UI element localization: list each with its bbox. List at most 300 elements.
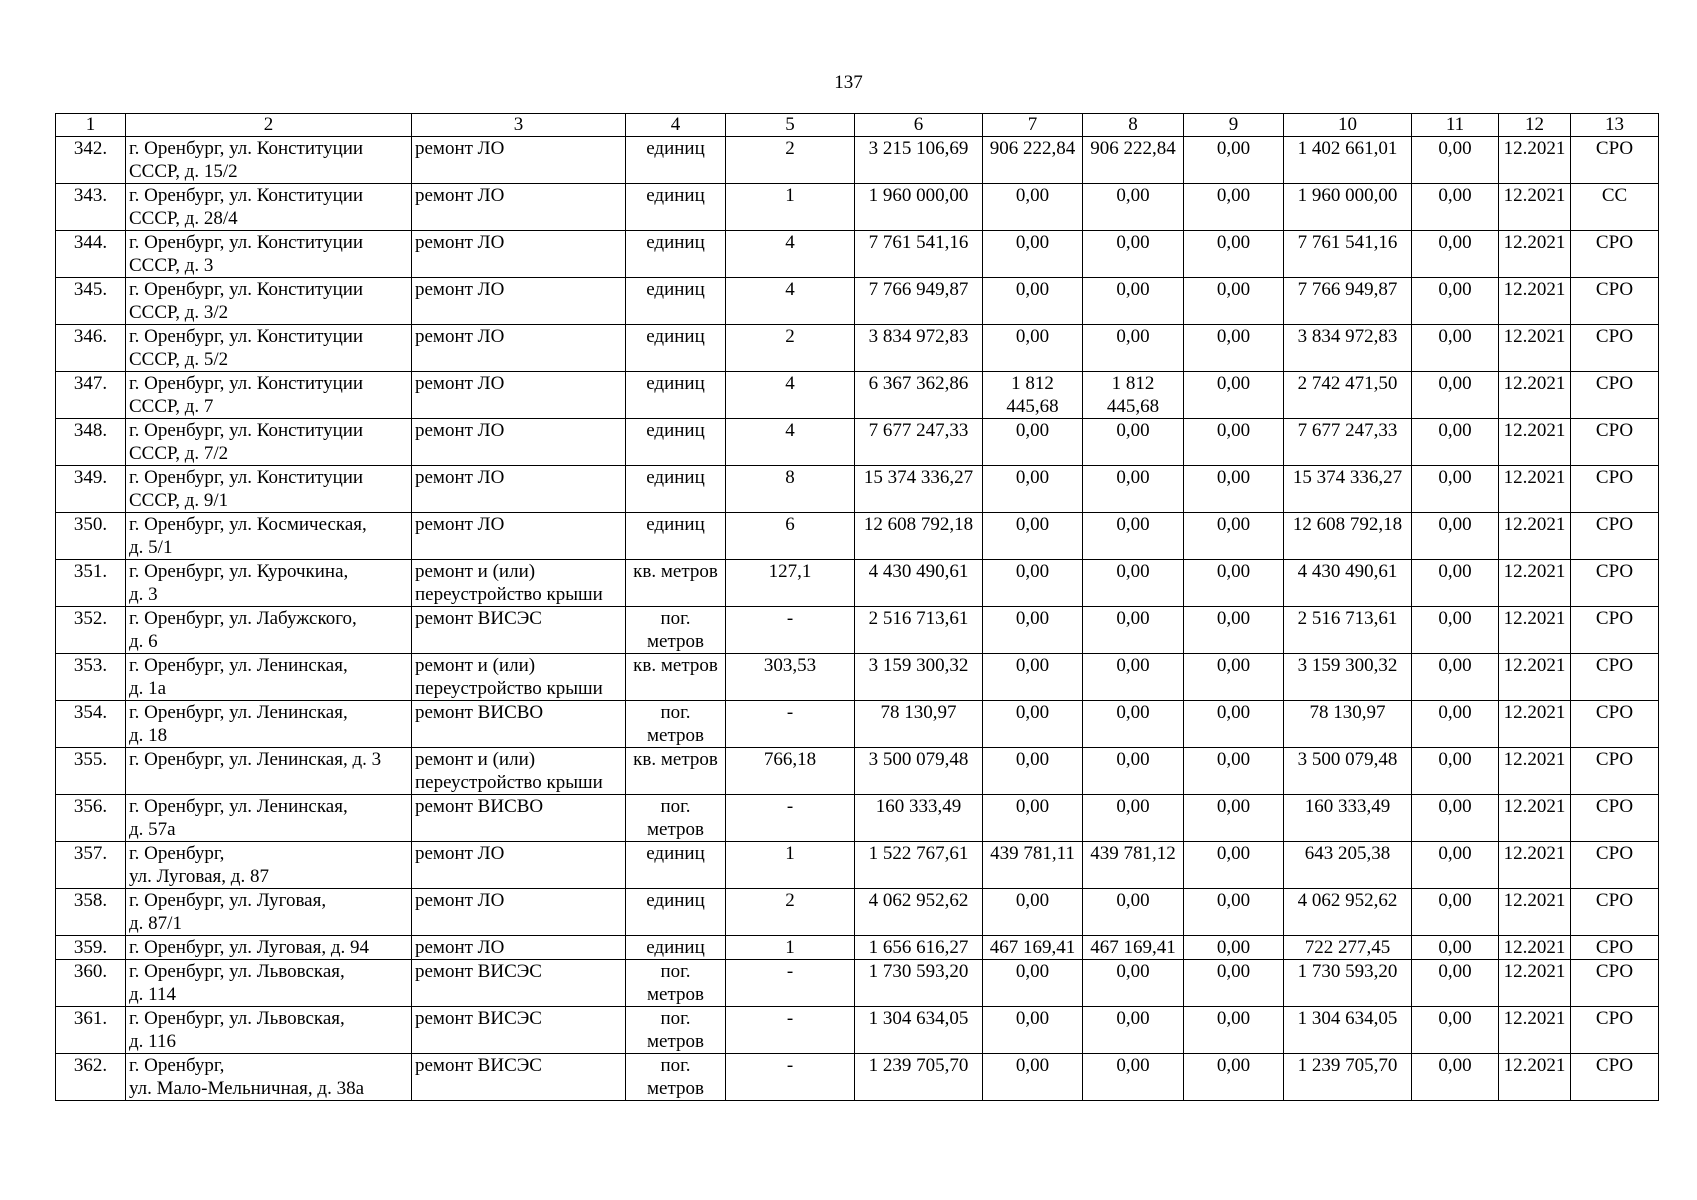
address-cell: г. Оренбург, ул. Ленинская, д. 57а (126, 795, 412, 842)
deadline-cell: 12.2021 (1499, 936, 1571, 960)
column-10-cell: 2 516 713,61 (1284, 607, 1412, 654)
column-9-cell: 0,00 (1184, 419, 1284, 466)
quantity-cell: 4 (726, 419, 855, 466)
column-7-cell: 0,00 (983, 1054, 1083, 1101)
row-number-cell: 351. (56, 560, 126, 607)
deadline-cell: 12.2021 (1499, 419, 1571, 466)
table-row (56, 889, 1659, 936)
row-number-cell: 349. (56, 466, 126, 513)
total-cost-cell: 4 062 952,62 (855, 889, 983, 936)
unit-cell: единиц (626, 842, 726, 889)
address-cell: г. Оренбург, ул. Мало-Мельничная, д. 38а (126, 1054, 412, 1101)
column-8-cell: 0,00 (1083, 325, 1184, 372)
work-type-cell: ремонт ЛО (412, 231, 626, 278)
deadline-cell: 12.2021 (1499, 372, 1571, 419)
total-cost-cell: 1 960 000,00 (855, 184, 983, 231)
column-8-cell: 0,00 (1083, 701, 1184, 748)
deadline-cell: 12.2021 (1499, 748, 1571, 795)
header-cell: 10 (1284, 114, 1412, 137)
column-7-cell: 0,00 (983, 419, 1083, 466)
quantity-cell: 1 (726, 842, 855, 889)
quantity-cell: - (726, 607, 855, 654)
column-7-cell: 0,00 (983, 654, 1083, 701)
header-cell: 6 (855, 114, 983, 137)
column-10-cell: 15 374 336,27 (1284, 466, 1412, 513)
total-cost-cell: 15 374 336,27 (855, 466, 983, 513)
column-9-cell: 0,00 (1184, 701, 1284, 748)
column-7-cell: 0,00 (983, 466, 1083, 513)
column-8-cell: 0,00 (1083, 1054, 1184, 1101)
column-10-cell: 643 205,38 (1284, 842, 1412, 889)
column-11-cell: 0,00 (1412, 1054, 1499, 1101)
column-9-cell: 0,00 (1184, 466, 1284, 513)
work-type-cell: ремонт ЛО (412, 419, 626, 466)
column-9-cell: 0,00 (1184, 842, 1284, 889)
column-11-cell: 0,00 (1412, 231, 1499, 278)
table-row (56, 137, 1659, 184)
row-number-cell: 342. (56, 137, 126, 184)
column-7-cell: 0,00 (983, 1007, 1083, 1054)
quantity-cell: - (726, 701, 855, 748)
column-9-cell: 0,00 (1184, 513, 1284, 560)
column-10-cell: 1 730 593,20 (1284, 960, 1412, 1007)
unit-cell: кв. метров (626, 560, 726, 607)
quantity-cell: 8 (726, 466, 855, 513)
header-cell: 13 (1571, 114, 1659, 137)
column-9-cell: 0,00 (1184, 137, 1284, 184)
unit-cell: пог. метров (626, 1054, 726, 1101)
column-8-cell: 0,00 (1083, 278, 1184, 325)
column-7-cell: 0,00 (983, 278, 1083, 325)
column-7-cell: 0,00 (983, 184, 1083, 231)
address-cell: г. Оренбург, ул. Конституции СССР, д. 7 (126, 372, 412, 419)
column-11-cell: 0,00 (1412, 278, 1499, 325)
work-type-cell: ремонт ВИСЭС (412, 960, 626, 1007)
page-number: 137 (834, 72, 863, 93)
deadline-cell: 12.2021 (1499, 137, 1571, 184)
deadline-cell: 12.2021 (1499, 513, 1571, 560)
quantity-cell: 1 (726, 184, 855, 231)
address-cell: г. Оренбург, ул. Ленинская, д. 3 (126, 748, 412, 795)
row-number-cell: 350. (56, 513, 126, 560)
quantity-cell: 766,18 (726, 748, 855, 795)
column-11-cell: 0,00 (1412, 325, 1499, 372)
column-8-cell: 0,00 (1083, 748, 1184, 795)
header-row (56, 114, 1659, 137)
quantity-cell: 2 (726, 137, 855, 184)
table-row (56, 842, 1659, 889)
total-cost-cell: 3 215 106,69 (855, 137, 983, 184)
method-cell: СРО (1571, 325, 1659, 372)
table-row (56, 325, 1659, 372)
total-cost-cell: 3 159 300,32 (855, 654, 983, 701)
column-11-cell: 0,00 (1412, 1007, 1499, 1054)
row-number-cell: 361. (56, 1007, 126, 1054)
total-cost-cell: 7 677 247,33 (855, 419, 983, 466)
column-8-cell: 906 222,84 (1083, 137, 1184, 184)
quantity-cell: - (726, 1054, 855, 1101)
column-8-cell: 439 781,12 (1083, 842, 1184, 889)
column-8-cell: 0,00 (1083, 795, 1184, 842)
header-cell: 1 (56, 114, 126, 137)
column-11-cell: 0,00 (1412, 137, 1499, 184)
column-8-cell: 0,00 (1083, 560, 1184, 607)
address-cell: г. Оренбург, ул. Львовская, д. 114 (126, 960, 412, 1007)
column-10-cell: 7 761 541,16 (1284, 231, 1412, 278)
deadline-cell: 12.2021 (1499, 1007, 1571, 1054)
table-row (56, 560, 1659, 607)
total-cost-cell: 7 761 541,16 (855, 231, 983, 278)
table-row (56, 654, 1659, 701)
column-8-cell: 0,00 (1083, 889, 1184, 936)
table-row (56, 184, 1659, 231)
method-cell: СС (1571, 184, 1659, 231)
column-11-cell: 0,00 (1412, 889, 1499, 936)
method-cell: СРО (1571, 560, 1659, 607)
method-cell: СРО (1571, 889, 1659, 936)
unit-cell: единиц (626, 889, 726, 936)
column-8-cell: 0,00 (1083, 466, 1184, 513)
method-cell: СРО (1571, 748, 1659, 795)
column-8-cell: 0,00 (1083, 513, 1184, 560)
deadline-cell: 12.2021 (1499, 466, 1571, 513)
total-cost-cell: 7 766 949,87 (855, 278, 983, 325)
table-row (56, 1007, 1659, 1054)
column-7-cell: 0,00 (983, 607, 1083, 654)
column-7-cell: 0,00 (983, 795, 1083, 842)
table-row (56, 748, 1659, 795)
row-number-cell: 360. (56, 960, 126, 1007)
deadline-cell: 12.2021 (1499, 654, 1571, 701)
header-cell: 8 (1083, 114, 1184, 137)
unit-cell: единиц (626, 137, 726, 184)
column-10-cell: 12 608 792,18 (1284, 513, 1412, 560)
work-type-cell: ремонт и (или) переустройство крыши (412, 748, 626, 795)
unit-cell: единиц (626, 466, 726, 513)
column-11-cell: 0,00 (1412, 372, 1499, 419)
method-cell: СРО (1571, 372, 1659, 419)
address-cell: г. Оренбург, ул. Луговая, д. 87 (126, 842, 412, 889)
unit-cell: единиц (626, 325, 726, 372)
column-11-cell: 0,00 (1412, 654, 1499, 701)
column-9-cell: 0,00 (1184, 231, 1284, 278)
column-8-cell: 467 169,41 (1083, 936, 1184, 960)
address-cell: г. Оренбург, ул. Конституции СССР, д. 7/2 (126, 419, 412, 466)
address-cell: г. Оренбург, ул. Ленинская, д. 18 (126, 701, 412, 748)
column-7-cell: 467 169,41 (983, 936, 1083, 960)
column-8-cell: 0,00 (1083, 231, 1184, 278)
column-7-cell: 0,00 (983, 748, 1083, 795)
column-7-cell: 0,00 (983, 231, 1083, 278)
table-row (56, 795, 1659, 842)
total-cost-cell: 2 516 713,61 (855, 607, 983, 654)
column-11-cell: 0,00 (1412, 466, 1499, 513)
total-cost-cell: 160 333,49 (855, 795, 983, 842)
column-8-cell: 0,00 (1083, 607, 1184, 654)
quantity-cell: - (726, 1007, 855, 1054)
deadline-cell: 12.2021 (1499, 231, 1571, 278)
method-cell: СРО (1571, 1007, 1659, 1054)
work-type-cell: ремонт и (или) переустройство крыши (412, 560, 626, 607)
row-number-cell: 354. (56, 701, 126, 748)
quantity-cell: 2 (726, 325, 855, 372)
column-9-cell: 0,00 (1184, 184, 1284, 231)
address-cell: г. Оренбург, ул. Конституции СССР, д. 15/2 (126, 137, 412, 184)
deadline-cell: 12.2021 (1499, 889, 1571, 936)
table-row (56, 419, 1659, 466)
table-row (56, 231, 1659, 278)
table-row (56, 1054, 1659, 1101)
row-number-cell: 345. (56, 278, 126, 325)
method-cell: СРО (1571, 1054, 1659, 1101)
column-9-cell: 0,00 (1184, 889, 1284, 936)
method-cell: СРО (1571, 795, 1659, 842)
column-9-cell: 0,00 (1184, 560, 1284, 607)
work-type-cell: ремонт ЛО (412, 372, 626, 419)
total-cost-cell: 4 430 490,61 (855, 560, 983, 607)
column-10-cell: 4 430 490,61 (1284, 560, 1412, 607)
total-cost-cell: 3 834 972,83 (855, 325, 983, 372)
header-cell: 5 (726, 114, 855, 137)
deadline-cell: 12.2021 (1499, 795, 1571, 842)
column-10-cell: 7 677 247,33 (1284, 419, 1412, 466)
unit-cell: пог. метров (626, 1007, 726, 1054)
total-cost-cell: 12 608 792,18 (855, 513, 983, 560)
unit-cell: пог. метров (626, 960, 726, 1007)
column-11-cell: 0,00 (1412, 513, 1499, 560)
deadline-cell: 12.2021 (1499, 560, 1571, 607)
column-11-cell: 0,00 (1412, 184, 1499, 231)
total-cost-cell: 1 522 767,61 (855, 842, 983, 889)
row-number-cell: 357. (56, 842, 126, 889)
table-row (56, 278, 1659, 325)
column-10-cell: 3 500 079,48 (1284, 748, 1412, 795)
column-9-cell: 0,00 (1184, 960, 1284, 1007)
quantity-cell: 127,1 (726, 560, 855, 607)
column-9-cell: 0,00 (1184, 654, 1284, 701)
row-number-cell: 347. (56, 372, 126, 419)
row-number-cell: 348. (56, 419, 126, 466)
column-8-cell: 0,00 (1083, 654, 1184, 701)
address-cell: г. Оренбург, ул. Конституции СССР, д. 28/4 (126, 184, 412, 231)
deadline-cell: 12.2021 (1499, 842, 1571, 889)
column-9-cell: 0,00 (1184, 278, 1284, 325)
unit-cell: кв. метров (626, 748, 726, 795)
method-cell: СРО (1571, 654, 1659, 701)
unit-cell: пог. метров (626, 795, 726, 842)
unit-cell: единиц (626, 513, 726, 560)
address-cell: г. Оренбург, ул. Конституции СССР, д. 5/2 (126, 325, 412, 372)
column-9-cell: 0,00 (1184, 607, 1284, 654)
work-type-cell: ремонт ВИСЭС (412, 1007, 626, 1054)
column-9-cell: 0,00 (1184, 748, 1284, 795)
column-10-cell: 1 304 634,05 (1284, 1007, 1412, 1054)
column-9-cell: 0,00 (1184, 325, 1284, 372)
quantity-cell: 303,53 (726, 654, 855, 701)
column-11-cell: 0,00 (1412, 607, 1499, 654)
table-row (56, 936, 1659, 960)
column-10-cell: 3 159 300,32 (1284, 654, 1412, 701)
work-type-cell: ремонт ЛО (412, 466, 626, 513)
row-number-cell: 344. (56, 231, 126, 278)
table-row (56, 701, 1659, 748)
column-10-cell: 160 333,49 (1284, 795, 1412, 842)
method-cell: СРО (1571, 419, 1659, 466)
row-number-cell: 346. (56, 325, 126, 372)
total-cost-cell: 1 304 634,05 (855, 1007, 983, 1054)
column-10-cell: 2 742 471,50 (1284, 372, 1412, 419)
unit-cell: единиц (626, 419, 726, 466)
row-number-cell: 356. (56, 795, 126, 842)
header-cell: 2 (126, 114, 412, 137)
quantity-cell: - (726, 960, 855, 1007)
column-9-cell: 0,00 (1184, 1007, 1284, 1054)
work-type-cell: ремонт ЛО (412, 936, 626, 960)
work-type-cell: ремонт ЛО (412, 137, 626, 184)
quantity-cell: 4 (726, 231, 855, 278)
address-cell: г. Оренбург, ул. Конституции СССР, д. 3 (126, 231, 412, 278)
unit-cell: единиц (626, 372, 726, 419)
header-cell: 7 (983, 114, 1083, 137)
column-7-cell: 439 781,11 (983, 842, 1083, 889)
column-9-cell: 0,00 (1184, 372, 1284, 419)
column-9-cell: 0,00 (1184, 1054, 1284, 1101)
quantity-cell: 6 (726, 513, 855, 560)
total-cost-cell: 1 730 593,20 (855, 960, 983, 1007)
header-cell: 12 (1499, 114, 1571, 137)
work-type-cell: ремонт и (или) переустройство крыши (412, 654, 626, 701)
total-cost-cell: 1 239 705,70 (855, 1054, 983, 1101)
column-9-cell: 0,00 (1184, 936, 1284, 960)
column-10-cell: 7 766 949,87 (1284, 278, 1412, 325)
column-11-cell: 0,00 (1412, 842, 1499, 889)
address-cell: г. Оренбург, ул. Конституции СССР, д. 3/2 (126, 278, 412, 325)
column-7-cell: 906 222,84 (983, 137, 1083, 184)
unit-cell: пог. метров (626, 701, 726, 748)
work-type-cell: ремонт ЛО (412, 278, 626, 325)
method-cell: СРО (1571, 513, 1659, 560)
method-cell: СРО (1571, 137, 1659, 184)
address-cell: г. Оренбург, ул. Космическая, д. 5/1 (126, 513, 412, 560)
unit-cell: единиц (626, 231, 726, 278)
total-cost-cell: 6 367 362,86 (855, 372, 983, 419)
column-11-cell: 0,00 (1412, 419, 1499, 466)
deadline-cell: 12.2021 (1499, 325, 1571, 372)
header-cell: 4 (626, 114, 726, 137)
column-10-cell: 722 277,45 (1284, 936, 1412, 960)
row-number-cell: 355. (56, 748, 126, 795)
deadline-cell: 12.2021 (1499, 607, 1571, 654)
deadline-cell: 12.2021 (1499, 184, 1571, 231)
deadline-cell: 12.2021 (1499, 278, 1571, 325)
work-type-cell: ремонт ЛО (412, 325, 626, 372)
column-11-cell: 0,00 (1412, 795, 1499, 842)
column-8-cell: 0,00 (1083, 960, 1184, 1007)
table-row (56, 466, 1659, 513)
column-7-cell: 0,00 (983, 701, 1083, 748)
table-row (56, 513, 1659, 560)
work-type-cell: ремонт ЛО (412, 842, 626, 889)
quantity-cell: 4 (726, 372, 855, 419)
method-cell: СРО (1571, 701, 1659, 748)
work-type-cell: ремонт ЛО (412, 184, 626, 231)
quantity-cell: - (726, 795, 855, 842)
column-7-cell: 0,00 (983, 960, 1083, 1007)
column-9-cell: 0,00 (1184, 795, 1284, 842)
address-cell: г. Оренбург, ул. Ленинская, д. 1а (126, 654, 412, 701)
deadline-cell: 12.2021 (1499, 960, 1571, 1007)
total-cost-cell: 1 656 616,27 (855, 936, 983, 960)
column-10-cell: 1 402 661,01 (1284, 137, 1412, 184)
column-11-cell: 0,00 (1412, 560, 1499, 607)
row-number-cell: 359. (56, 936, 126, 960)
method-cell: СРО (1571, 960, 1659, 1007)
address-cell: г. Оренбург, ул. Луговая, д. 87/1 (126, 889, 412, 936)
row-number-cell: 352. (56, 607, 126, 654)
row-number-cell: 358. (56, 889, 126, 936)
work-type-cell: ремонт ЛО (412, 889, 626, 936)
quantity-cell: 1 (726, 936, 855, 960)
column-8-cell: 0,00 (1083, 1007, 1184, 1054)
total-cost-cell: 3 500 079,48 (855, 748, 983, 795)
address-cell: г. Оренбург, ул. Луговая, д. 94 (126, 936, 412, 960)
column-10-cell: 78 130,97 (1284, 701, 1412, 748)
work-type-cell: ремонт ВИСВО (412, 795, 626, 842)
method-cell: СРО (1571, 607, 1659, 654)
column-7-cell: 0,00 (983, 325, 1083, 372)
method-cell: СРО (1571, 936, 1659, 960)
table-row (56, 372, 1659, 419)
unit-cell: единиц (626, 184, 726, 231)
data-table (55, 113, 1659, 1101)
address-cell: г. Оренбург, ул. Лабужского, д. 6 (126, 607, 412, 654)
column-11-cell: 0,00 (1412, 960, 1499, 1007)
work-type-cell: ремонт ЛО (412, 513, 626, 560)
column-7-cell: 0,00 (983, 560, 1083, 607)
column-10-cell: 3 834 972,83 (1284, 325, 1412, 372)
column-10-cell: 4 062 952,62 (1284, 889, 1412, 936)
column-10-cell: 1 960 000,00 (1284, 184, 1412, 231)
address-cell: г. Оренбург, ул. Курочкина, д. 3 (126, 560, 412, 607)
column-7-cell: 1 812 445,68 (983, 372, 1083, 419)
work-type-cell: ремонт ВИСЭС (412, 1054, 626, 1101)
table-row (56, 960, 1659, 1007)
header-cell: 9 (1184, 114, 1284, 137)
header-cell: 3 (412, 114, 626, 137)
deadline-cell: 12.2021 (1499, 1054, 1571, 1101)
column-8-cell: 0,00 (1083, 419, 1184, 466)
quantity-cell: 4 (726, 278, 855, 325)
address-cell: г. Оренбург, ул. Львовская, д. 116 (126, 1007, 412, 1054)
row-number-cell: 362. (56, 1054, 126, 1101)
column-10-cell: 1 239 705,70 (1284, 1054, 1412, 1101)
work-type-cell: ремонт ВИСЭС (412, 607, 626, 654)
column-11-cell: 0,00 (1412, 748, 1499, 795)
work-type-cell: ремонт ВИСВО (412, 701, 626, 748)
address-cell: г. Оренбург, ул. Конституции СССР, д. 9/1 (126, 466, 412, 513)
deadline-cell: 12.2021 (1499, 701, 1571, 748)
header-cell: 11 (1412, 114, 1499, 137)
row-number-cell: 343. (56, 184, 126, 231)
row-number-cell: 353. (56, 654, 126, 701)
total-cost-cell: 78 130,97 (855, 701, 983, 748)
column-8-cell: 1 812 445,68 (1083, 372, 1184, 419)
quantity-cell: 2 (726, 889, 855, 936)
method-cell: СРО (1571, 466, 1659, 513)
unit-cell: единиц (626, 936, 726, 960)
method-cell: СРО (1571, 842, 1659, 889)
column-11-cell: 0,00 (1412, 936, 1499, 960)
